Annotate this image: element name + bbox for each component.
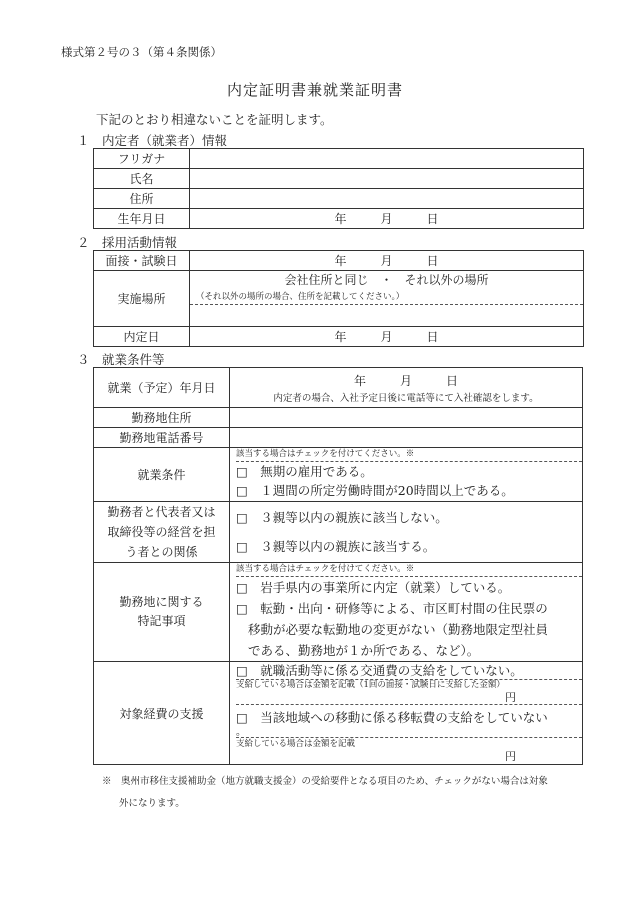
special-field	[230, 563, 583, 662]
special-label: 勤務地に関する 特記事項	[94, 563, 230, 662]
furigana-field[interactable]	[190, 149, 584, 169]
month-char: 月	[380, 330, 393, 344]
workplace-address-field[interactable]	[230, 408, 583, 428]
name-field[interactable]	[190, 169, 584, 189]
address-label: 住所	[94, 189, 190, 209]
address-field[interactable]	[190, 189, 584, 209]
relation-checkbox[interactable]: □ ３親等以内の親族に該当する。	[236, 539, 436, 554]
birthdate-field[interactable]	[190, 209, 584, 229]
yen-label: 円	[236, 691, 582, 705]
support-cont: 。	[236, 727, 246, 738]
place-options: 会社住所と同じ ・ それ以外の場所	[284, 273, 489, 287]
workplace-phone-label: 勤務地電話番号	[94, 428, 230, 448]
support-label: 対象経費の支援	[94, 662, 230, 765]
day-char: 日	[446, 373, 459, 388]
birthdate-label: 生年月日	[94, 209, 190, 229]
interview-date-field[interactable]	[190, 251, 584, 271]
intro-text: 下記のとおり相違ないことを証明します。	[96, 112, 333, 127]
support-checkbox[interactable]: □ 就職活動等に係る交通費の支給をしていない。	[236, 663, 523, 678]
conditions-field	[230, 448, 583, 502]
day-char: 日	[426, 330, 439, 344]
offer-date-label: 内定日	[94, 327, 190, 347]
section3-table	[93, 367, 583, 765]
footnote-line1: ※ 奥州市移住支援補助金（地方就職支援金）の受給要件となる項目のため、チェックがない場合は対象	[102, 776, 548, 787]
year-char: 年	[334, 254, 347, 268]
footnote-line2: 外になります。	[119, 798, 185, 809]
support-note: 支給している場合は金額を記載（1回の面接・試験日に支給した金額）	[236, 679, 582, 691]
employment-date-field[interactable]	[230, 368, 583, 408]
section1-heading: １ 内定者（就業者）情報	[77, 133, 228, 148]
special-checkbox[interactable]: □ 岩手県内の事業所に内定（就業）している。	[236, 580, 511, 595]
relation-checkbox[interactable]: □ ３親等以内の親族に該当しない。	[236, 510, 448, 525]
support-note: 支給している場合は金額を記載	[236, 737, 582, 750]
conditions-label: 就業条件	[94, 448, 230, 502]
special-text: 移動が必要な転勤地の変更がない（勤務地限定型社員	[248, 622, 549, 637]
employment-date-note: 内定者の場合、入社予定日後に電話等にて入社確認をします。	[273, 392, 539, 404]
support-field	[230, 662, 583, 765]
condition-checkbox[interactable]: □ 無期の雇用である。	[236, 464, 373, 479]
section3-heading: ３ 就業条件等	[77, 352, 165, 367]
month-char: 月	[399, 373, 412, 388]
support-checkbox[interactable]: □ 当該地域への移動に係る移転費の支給をしていない	[236, 710, 548, 725]
furigana-label: フリガナ	[94, 149, 190, 169]
section2-heading: ２ 採用活動情報	[77, 235, 178, 250]
check-note: 該当する場合はチェックを付けてください。※	[236, 448, 582, 462]
workplace-address-label: 勤務地住所	[94, 408, 230, 428]
place-label: 実施場所	[94, 271, 190, 327]
special-checkbox[interactable]: □ 転勤・出向・研修等による、市区町村間の住民票の	[236, 601, 548, 616]
section2-table	[93, 250, 584, 347]
check-note: 該当する場合はチェックを付けてください。※	[236, 563, 582, 577]
relation-field	[230, 502, 583, 563]
year-char: 年	[353, 373, 366, 388]
condition-checkbox[interactable]: □ １週間の所定労働時間が20時間以上である。	[236, 483, 514, 498]
name-label: 氏名	[94, 169, 190, 189]
employment-date-label: 就業（予定）年月日	[94, 368, 230, 408]
place-note: （それ以外の場所の場合、住所を記載してください。）	[190, 290, 583, 305]
yen-label: 円	[505, 750, 516, 763]
workplace-phone-field[interactable]	[230, 428, 583, 448]
form-number: 様式第２号の３（第４条関係）	[61, 45, 222, 59]
year-char: 年	[334, 212, 347, 226]
place-field[interactable]	[190, 271, 584, 327]
month-char: 月	[380, 212, 393, 226]
special-text: である、勤務地が１か所である、など）。	[248, 643, 480, 658]
day-char: 日	[426, 254, 439, 268]
year-char: 年	[334, 330, 347, 344]
section1-table	[93, 148, 584, 229]
month-char: 月	[380, 254, 393, 268]
day-char: 日	[426, 212, 439, 226]
relation-label: 勤務者と代表者又は 取締役等の経営を担 う者との関係	[94, 502, 230, 563]
page-title: 内定証明書兼就業証明書	[226, 81, 403, 99]
offer-date-field[interactable]	[190, 327, 584, 347]
interview-date-label: 面接・試験日	[94, 251, 190, 271]
